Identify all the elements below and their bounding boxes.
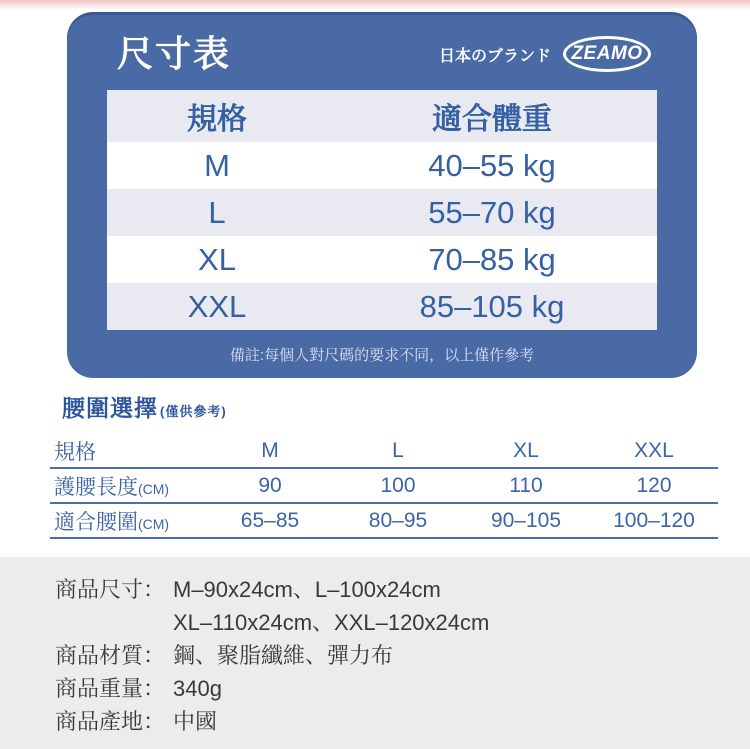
length-xl: 110: [462, 468, 590, 503]
info-value: 中國: [173, 709, 218, 734]
weight-cell: 85–105 kg: [327, 283, 657, 330]
size-line-1: M–90x24cm、L–100x24cm: [173, 577, 441, 602]
info-value: [173, 573, 489, 639]
size-table-row-l: [107, 189, 657, 236]
size-cell: XL: [198, 241, 236, 277]
size-table: [107, 90, 657, 330]
size-table-row-xxl: [107, 283, 657, 330]
waist-title-suffix: (僅供參考): [160, 404, 227, 419]
waist-length-row: [50, 468, 718, 503]
size-cell: XXL: [107, 283, 327, 330]
info-value: 鋼、聚脂纖維、彈力布: [173, 643, 394, 668]
product-info-panel: [0, 557, 750, 749]
info-label: 商品材質：: [55, 643, 166, 668]
size-chart-header: [67, 12, 697, 74]
size-table-card: [107, 90, 657, 330]
fit-m: 65–85: [206, 503, 334, 538]
waist-title-text: 腰圍選擇: [62, 395, 158, 421]
weight-cell: 40–55 kg: [428, 147, 556, 183]
brand-area: [439, 36, 651, 72]
size-cell: L: [107, 189, 327, 236]
weight-cell: 70–85 kg: [428, 241, 556, 277]
zeamo-logo: ZEAMO: [563, 36, 651, 72]
size-table-row-xl: [107, 236, 657, 283]
fit-xxl: 100–120: [590, 503, 718, 538]
waist-table-header-row: [50, 434, 718, 468]
waist-header-m: M: [206, 434, 334, 468]
info-row-weight: [55, 672, 750, 705]
fit-l: 80–95: [334, 503, 462, 538]
size-chart-panel: [67, 12, 697, 378]
size-chart-title: 尺寸表: [117, 33, 232, 74]
waist-header-xxl: XXL: [590, 434, 718, 468]
size-table-row-m: [107, 142, 657, 189]
info-row-origin: [55, 705, 750, 738]
fit-xl: 90–105: [462, 503, 590, 538]
waist-fit-row: [50, 503, 718, 538]
info-label: 商品產地：: [55, 709, 166, 734]
info-row-material: [55, 639, 750, 672]
brand-caption: 日本のブランド: [438, 47, 551, 65]
info-value: 340g: [173, 676, 222, 701]
top-pink-strip: [0, 0, 750, 10]
waist-table: [50, 434, 718, 539]
waist-fit-label: [50, 503, 206, 538]
size-table-header-spec: 規格: [107, 90, 327, 142]
row-label: 護腰長度: [54, 475, 138, 499]
length-xxl: 120: [590, 468, 718, 503]
length-l: 100: [334, 468, 462, 503]
row-unit: (CM): [138, 515, 170, 532]
size-cell: M: [204, 147, 230, 183]
size-line-2: XL–110x24cm、XXL–120x24cm: [173, 610, 490, 635]
row-unit: (CM): [138, 480, 170, 497]
info-label: 商品尺寸：: [55, 577, 166, 602]
waist-header-l: L: [334, 434, 462, 468]
waist-header-xl: XL: [462, 434, 590, 468]
waist-header-spec: 規格: [50, 434, 206, 468]
info-row-size: [55, 573, 750, 639]
length-m: 90: [206, 468, 334, 503]
size-chart-note: 備註:每個人對尺碼的要求不同，以上僅作參考: [229, 347, 535, 364]
size-table-header-weight: 適合體重: [327, 90, 657, 142]
row-label: 適合腰圍: [54, 510, 138, 534]
info-label: 商品重量：: [55, 676, 166, 701]
size-table-header-row: [107, 90, 657, 142]
waist-section-title: [62, 390, 227, 423]
waist-length-label: [50, 468, 206, 503]
weight-cell: 55–70 kg: [327, 189, 657, 236]
